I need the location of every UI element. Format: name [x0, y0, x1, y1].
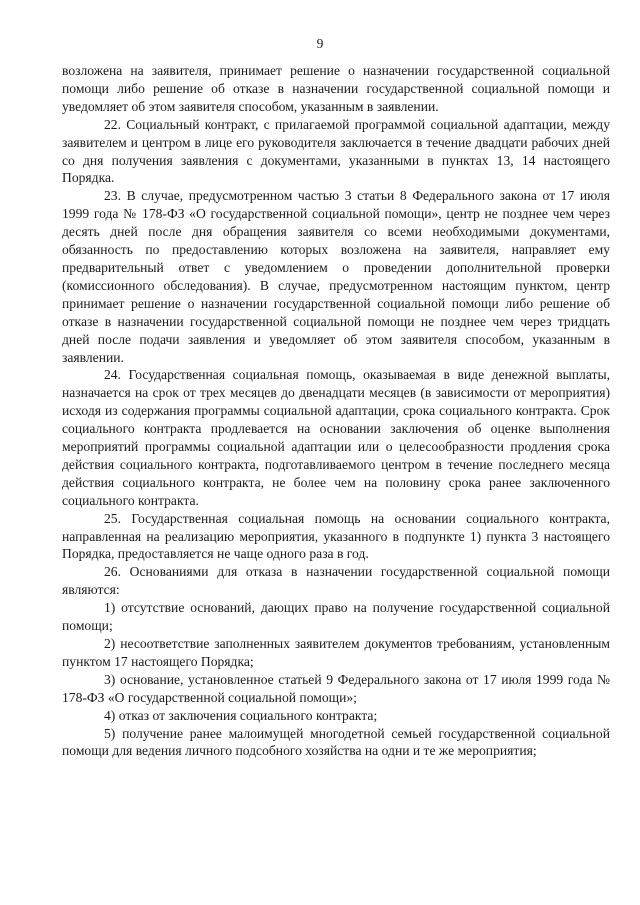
- paragraph-continuation: возложена на заявителя, принимает решение о назначении государственной социальной помощи либо решение об отказе в назначении государственной социальной помощи и уведомляет об этом заявителя способом, указанным в заявлении.: [62, 63, 610, 114]
- list-item-2: 2) несоответствие заполненных заявителем документов требованиям, установленным пунктом 17 настоящего Порядка;: [62, 636, 610, 669]
- list-item-3: 3) основание, установленное статьей 9 Федерального закона от 17 июля 1999 года № 178-ФЗ «О государственной социальной помощи»;: [62, 671, 610, 705]
- paragraph-24: 24. Государственная социальная помощь, оказываемая в виде денежной выплаты, назначается на срок от трех месяцев до двенадцати месяцев (в зависимости от мероприятия) исходя из содержания программы социальной адаптации, срока социального контракта. Срок социального контракта продлевается на основании заключения об оценке выполнения мероприятий программы социальной адаптации или о целесообразности продления срока действия социального контракта, подготавливаемого центром в течение последнего месяца действия социального контракта, не более чем на половину срока ранее заключенного социального контракта.: [62, 367, 610, 508]
- page-number: 9: [316, 36, 324, 51]
- document-body: [62, 62, 610, 760]
- paragraph-26: 26. Основаниями для отказа в назначении государственной социальной помощи являются:: [62, 564, 610, 598]
- list-item-4: 4) отказ от заключения социального контракта;: [104, 707, 378, 723]
- list-item-5: 5) получение ранее малоимущей многодетной семьей государственной социальной помощи для ведения личного подсобного хозяйства на одни и те же мероприятия;: [62, 725, 610, 759]
- paragraph-23: 23. В случае, предусмотренном частью 3 статьи 8 Федерального закона от 17 июля 1999 года № 178-ФЗ «О государственной социальной помощи», центр не позднее чем через десять дней после дня обращения заявителя со всеми необходимыми документами, обязанность по предоставлению которых возложена на заявителя, направляет ему предварительный ответ с уведомлением о проведении дополнительной проверки (комиссионного обследования). В случае, предусмотренном настоящим пунктом, центр принимает решение о назначении государственной социальной помощи либо решение об отказе в назначении государственной социальной помощи не позднее чем через тридцать дней после подачи заявления и уведомляет об этом заявителя способом, указанным в заявлении.: [62, 188, 610, 365]
- paragraph-22: 22. Социальный контракт, с прилагаемой программой социальной адаптации, между заявителем и центром в лице его руководителя заключается в течение двадцати рабочих дней со дня получения заявления с документами, указанными в пунктах 13, 14 настоящего Порядка.: [62, 116, 610, 186]
- list-item-1: 1) отсутствие оснований, дающих право на получение государственной социальной помощи;: [62, 600, 610, 634]
- paragraph-25: 25. Государственная социальная помощь на основании социального контракта, направленная на реализацию мероприятия, указанного в подпункте 1) пункта 3 настоящего Порядка, предоставляется не чаще одного раза в год.: [62, 510, 610, 562]
